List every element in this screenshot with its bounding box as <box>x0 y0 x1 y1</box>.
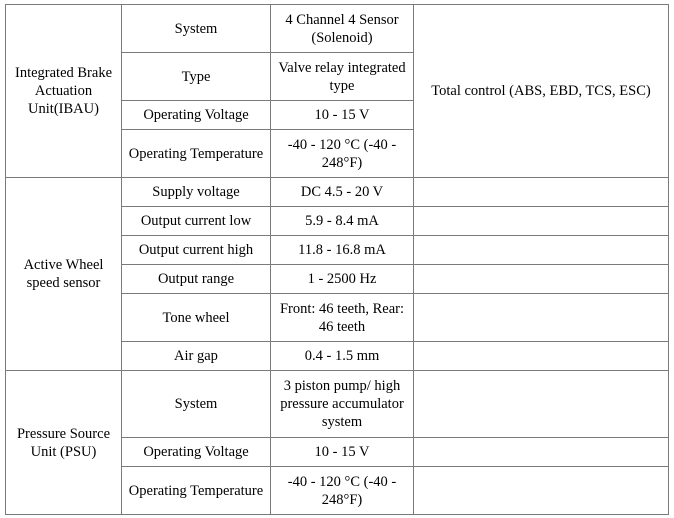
blank-cell <box>414 438 669 467</box>
item-cell: Output range <box>122 265 271 294</box>
table-row <box>6 5 669 53</box>
item-cell: Output current low <box>122 207 271 236</box>
group-note-ibau: Total control (ABS, EBD, TCS, ESC) <box>414 5 669 178</box>
group-label-wheel-sensor: Active Wheel speed sensor <box>6 178 122 371</box>
group-label-psu: Pressure Source Unit (PSU) <box>6 371 122 515</box>
value-cell: 10 - 15 V <box>271 101 414 130</box>
item-cell: Output current high <box>122 236 271 265</box>
item-cell: Operating Voltage <box>122 438 271 467</box>
value-cell: Front: 46 teeth, Rear: 46 teeth <box>271 294 414 342</box>
value-cell: -40 - 120 °C (-40 - 248°F) <box>271 467 414 515</box>
group-label-ibau: Integrated Brake Actuation Unit(IBAU) <box>6 5 122 178</box>
item-cell: Type <box>122 53 271 101</box>
table-row <box>6 178 669 207</box>
item-cell: Operating Voltage <box>122 101 271 130</box>
blank-cell <box>414 265 669 294</box>
blank-cell <box>414 467 669 515</box>
value-cell: 5.9 - 8.4 mA <box>271 207 414 236</box>
blank-cell <box>414 342 669 371</box>
blank-cell <box>414 236 669 265</box>
blank-cell <box>414 207 669 236</box>
value-cell: 4 Channel 4 Sensor (Solenoid) <box>271 5 414 53</box>
item-cell: Tone wheel <box>122 294 271 342</box>
item-cell: Operating Temperature <box>122 130 271 178</box>
table-row <box>6 371 669 438</box>
item-cell: Air gap <box>122 342 271 371</box>
value-cell: DC 4.5 - 20 V <box>271 178 414 207</box>
value-cell: 10 - 15 V <box>271 438 414 467</box>
value-cell: Valve relay integrated type <box>271 53 414 101</box>
blank-cell <box>414 371 669 438</box>
item-cell: Operating Temperature <box>122 467 271 515</box>
value-cell: 1 - 2500 Hz <box>271 265 414 294</box>
value-cell: 11.8 - 16.8 mA <box>271 236 414 265</box>
value-cell: 3 piston pump/ high pressure accumulator system <box>271 371 414 438</box>
spec-table <box>5 4 669 515</box>
item-cell: Supply voltage <box>122 178 271 207</box>
blank-cell <box>414 178 669 207</box>
item-cell: System <box>122 5 271 53</box>
value-cell: 0.4 - 1.5 mm <box>271 342 414 371</box>
value-cell: -40 - 120 °C (-40 - 248°F) <box>271 130 414 178</box>
blank-cell <box>414 294 669 342</box>
item-cell: System <box>122 371 271 438</box>
